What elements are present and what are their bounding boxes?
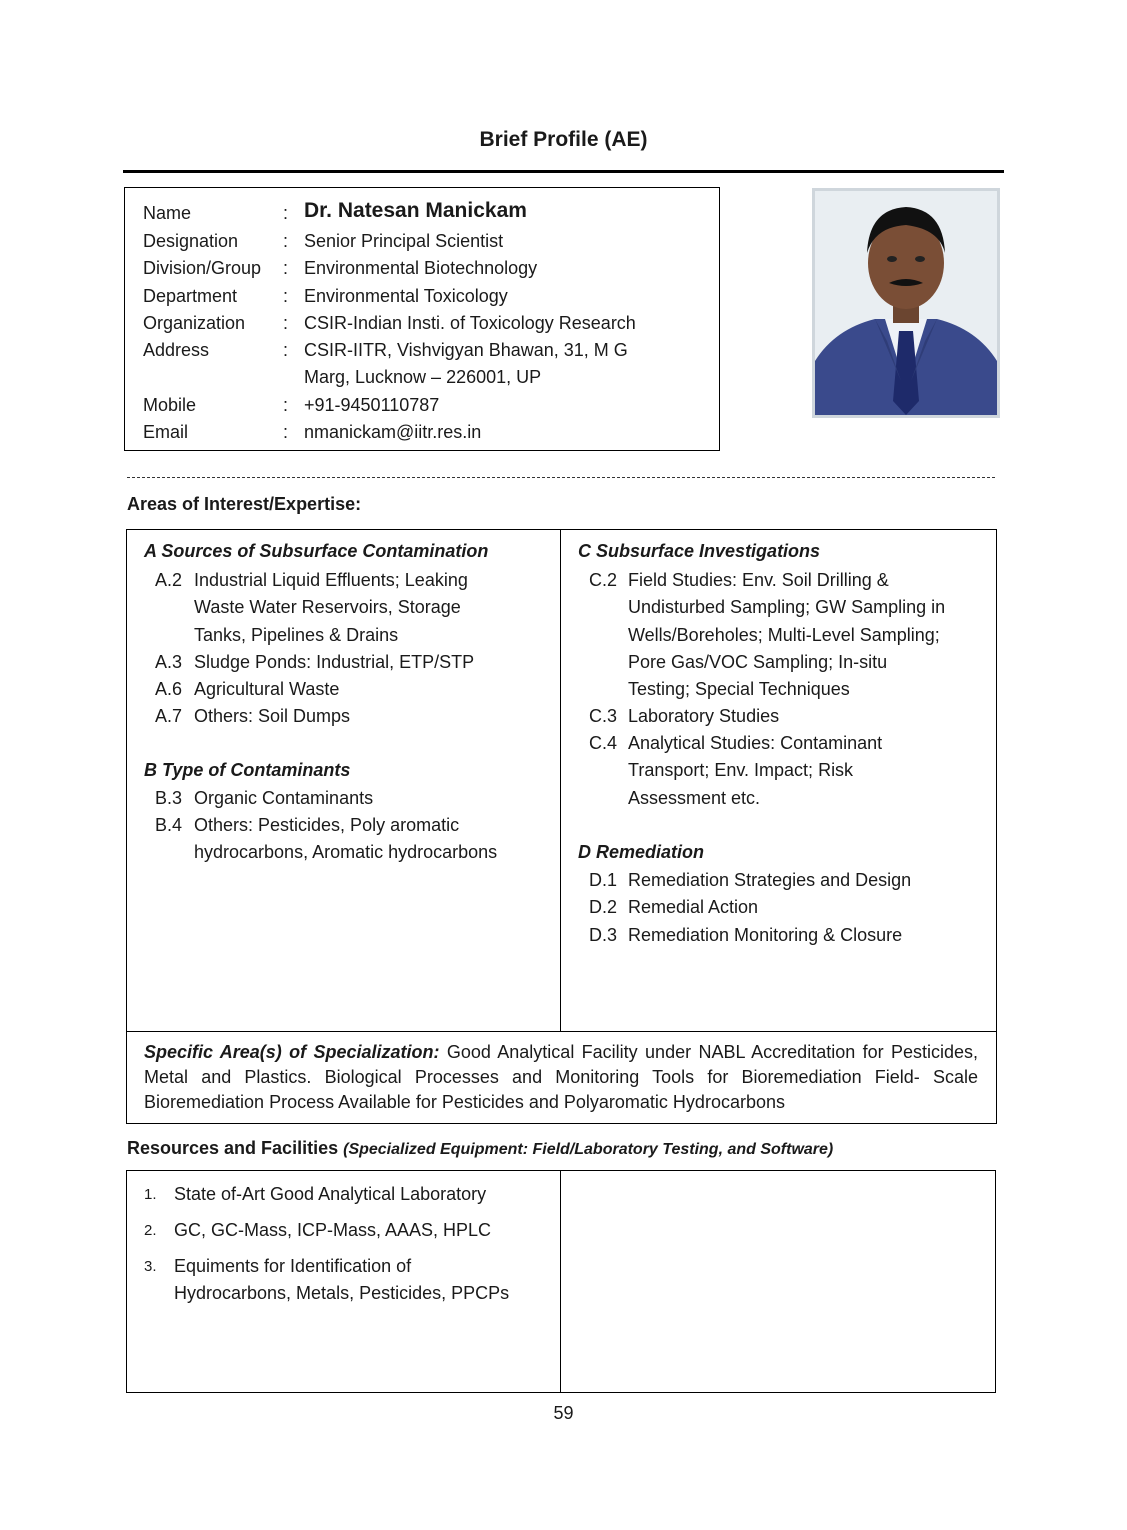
area-code: D.2 — [589, 897, 618, 917]
area-code: A.6 — [155, 679, 183, 699]
section-b-title: B Type of Contaminants — [144, 760, 351, 780]
area-text: Waste Water Reservoirs, Storage — [194, 597, 461, 618]
profile-name-value: Dr. Natesan Manickam — [304, 199, 527, 222]
area-code: A.2 — [155, 570, 183, 590]
section-a-title: A Sources of Subsurface Contamination — [144, 541, 489, 561]
areas-column-divider — [560, 530, 561, 1032]
area-text: Testing; Special Techniques — [628, 679, 850, 700]
page-title: Brief Profile (AE) — [479, 128, 648, 151]
resource-text: Equiments for Identification of — [174, 1256, 412, 1276]
profile-label: Name — [143, 203, 192, 223]
area-text: Agricultural Waste — [194, 679, 340, 699]
section-divider — [127, 477, 995, 478]
profile-label: Division/Group — [143, 258, 262, 278]
resources-title: Resources and Facilities — [127, 1138, 339, 1158]
area-code: D.1 — [589, 870, 618, 890]
profile-value: Senior Principal Scientist — [304, 231, 504, 251]
area-text: Undisturbed Sampling; GW Sampling in — [628, 597, 946, 618]
resource-number: 3. — [144, 1258, 157, 1275]
profile-value-continued: Marg, Lucknow – 226001, UP — [304, 367, 542, 387]
profile-separator: : — [283, 313, 289, 333]
profile-label: Mobile — [143, 395, 197, 415]
resources-heading — [127, 1138, 833, 1159]
profile-photo — [812, 188, 1000, 418]
profile-separator: : — [283, 340, 289, 360]
profile-separator: : — [283, 258, 289, 278]
resource-number: 1. — [144, 1186, 157, 1203]
resources-column-divider — [560, 1171, 561, 1392]
profile-value: Environmental Toxicology — [304, 286, 508, 306]
profile-value: Environmental Biotechnology — [304, 258, 538, 278]
resource-text: State of-Art Good Analytical Laboratory — [174, 1184, 487, 1204]
area-text: Field Studies: Env. Soil Drilling & — [628, 570, 889, 590]
area-text: Others: Pesticides, Poly aromatic — [194, 815, 460, 835]
area-code: D.3 — [589, 925, 618, 945]
section-d-title: D Remediation — [578, 842, 705, 862]
profile-value: CSIR-IITR, Vishvigyan Bhawan, 31, M G — [304, 340, 628, 360]
area-text: Remediation Strategies and Design — [628, 870, 912, 890]
area-text: Tanks, Pipelines & Drains — [194, 624, 399, 645]
profile-label: Department — [143, 286, 238, 306]
area-code: C.4 — [589, 733, 618, 753]
area-code: A.7 — [155, 706, 183, 726]
profile-label: Email — [143, 422, 189, 442]
title-underline — [123, 170, 1004, 173]
specialization-label: Specific Area(s) of Specialization: — [144, 1042, 440, 1062]
profile-value: CSIR-Indian Insti. of Toxicology Research — [304, 313, 636, 333]
specialization-paragraph — [144, 1040, 978, 1115]
section-c-title: C Subsurface Investigations — [578, 541, 821, 561]
page-number: 59 — [553, 1403, 574, 1423]
area-code: C.2 — [589, 570, 618, 590]
area-text: Remediation Monitoring & Closure — [628, 925, 903, 945]
profile-separator: : — [283, 422, 289, 442]
profile-value: +91-9450110787 — [304, 395, 440, 415]
profile-label: Designation — [143, 231, 239, 251]
area-text: Pore Gas/VOC Sampling; In-situ — [628, 651, 888, 672]
area-text: Wells/Boreholes; Multi-Level Sampling; — [628, 624, 940, 645]
area-text: hydrocarbons, Aromatic hydrocarbons — [194, 842, 498, 863]
area-code: B.4 — [155, 815, 183, 835]
area-text: Industrial Liquid Effluents; Leaking — [194, 570, 468, 590]
profile-value: nmanickam@iitr.res.in — [304, 422, 482, 442]
area-text: Organic Contaminants — [194, 788, 374, 808]
specialization-text: Good Analytical Facility under NABL Accreditation for Pesticides, Metal and Plastics. Biological Processes and Monitoring Tools for Bioremediation Field- Scale Bioremediation Process Available for Pesticides and Polyaromatic Hydrocarbons — [144, 1042, 978, 1112]
portrait-illustration — [815, 191, 997, 415]
area-text: Analytical Studies: Contaminant — [628, 733, 883, 753]
area-text: Others: Soil Dumps — [194, 706, 351, 726]
resource-number: 2. — [144, 1222, 157, 1239]
resources-subtitle: (Specialized Equipment: Field/Laboratory Testing, and Software) — [343, 1141, 834, 1158]
area-code: A.3 — [155, 652, 183, 672]
profile-label: Address — [143, 340, 210, 360]
area-text: Laboratory Studies — [628, 706, 780, 726]
profile-separator: : — [283, 286, 289, 306]
resource-text: Hydrocarbons, Metals, Pesticides, PPCPs — [174, 1283, 510, 1303]
profile-separator: : — [283, 395, 289, 415]
area-text: Sludge Ponds: Industrial, ETP/STP — [194, 652, 475, 672]
area-code: C.3 — [589, 706, 618, 726]
area-code: B.3 — [155, 788, 183, 808]
resource-text: GC, GC-Mass, ICP-Mass, AAAS, HPLC — [174, 1220, 492, 1240]
area-text: Remedial Action — [628, 897, 759, 917]
area-text: Transport; Env. Impact; Risk — [628, 760, 854, 781]
profile-info-box — [124, 187, 720, 451]
profile-separator: : — [283, 203, 289, 223]
profile-separator: : — [283, 231, 289, 251]
area-text: Assessment etc. — [628, 787, 761, 808]
areas-heading: Areas of Interest/Expertise: — [127, 494, 362, 514]
profile-label: Organization — [143, 313, 246, 333]
areas-row-divider — [127, 1031, 996, 1032]
